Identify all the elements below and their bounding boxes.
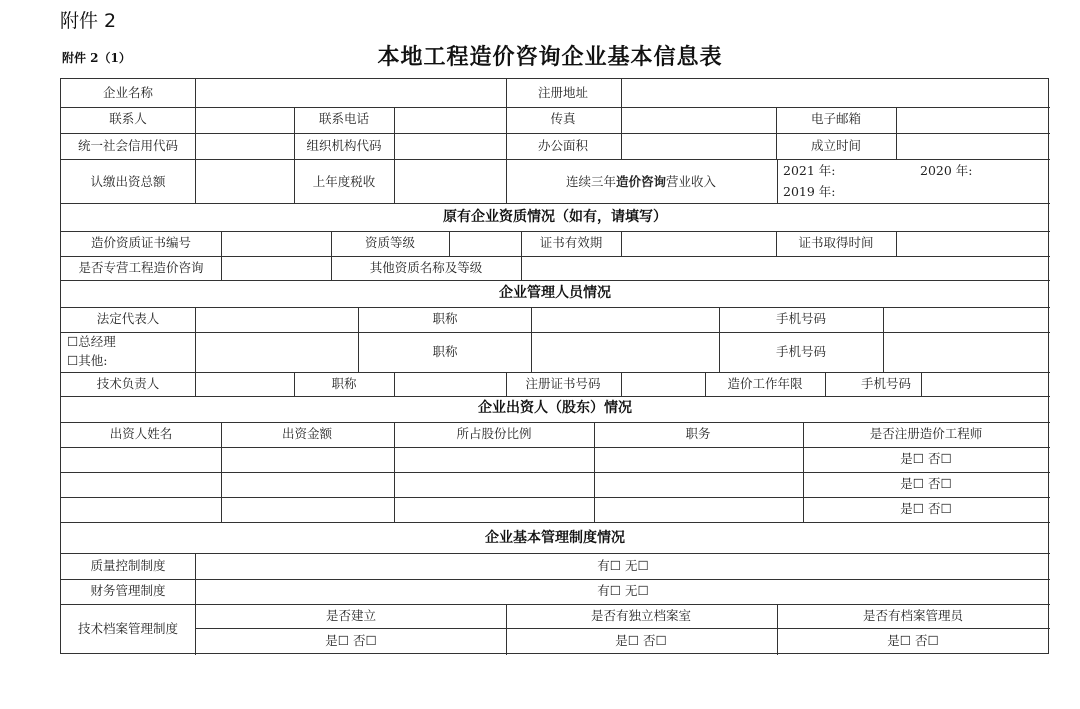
col-line <box>825 372 826 396</box>
col-line <box>521 231 522 280</box>
row-line <box>61 522 1050 523</box>
label-archive-system: 技术档案管理制度 <box>77 621 179 636</box>
col-established: 是否建立 <box>325 608 377 623</box>
label-mobile-3: 手机号码 <box>860 376 912 391</box>
checkbox-archive-room[interactable]: 是☐ 否☐ <box>615 633 667 648</box>
checkbox-registered-row3[interactable]: 是☐ 否☐ <box>900 501 952 516</box>
col-line <box>705 372 706 396</box>
row-line <box>61 133 1050 134</box>
col-archive-room: 是否有独立档案室 <box>590 608 692 623</box>
col-line <box>506 604 507 655</box>
col-line <box>803 422 804 522</box>
label-founded: 成立时间 <box>810 138 862 153</box>
revenue-suffix: 营业收入 <box>666 174 717 189</box>
info-form-table <box>60 78 1049 654</box>
label-phone: 联系电话 <box>318 111 370 126</box>
section-management: 企业管理人员情况 <box>499 285 611 301</box>
label-fax: 传真 <box>550 111 576 126</box>
col-line <box>294 107 295 203</box>
col-investor-share: 所占股份比例 <box>456 426 532 441</box>
col-line <box>506 79 507 203</box>
label-org-code: 组织机构代码 <box>306 138 382 153</box>
label-cert-no: 造价资质证书编号 <box>90 235 192 250</box>
row-line <box>61 256 1050 257</box>
row-line <box>61 497 1050 498</box>
col-line <box>394 422 395 522</box>
label-tax: 上年度税收 <box>312 174 376 189</box>
col-line <box>221 422 222 522</box>
section-investors: 企业出资人（股东）情况 <box>478 400 632 416</box>
col-line <box>896 231 897 256</box>
label-validity: 证书有效期 <box>539 235 603 250</box>
row-line <box>61 107 1050 108</box>
label-company-name: 企业名称 <box>102 85 154 100</box>
revenue-prefix: 连续三年 <box>565 174 616 189</box>
row-line <box>61 447 1050 448</box>
label-title-3: 职称 <box>331 376 357 391</box>
page-title: 本地工程造价咨询企业基本信息表 <box>377 44 723 70</box>
col-line <box>719 307 720 372</box>
label-credit-code: 统一社会信用代码 <box>77 138 179 153</box>
label-legal-rep: 法定代表人 <box>96 311 160 326</box>
row-line <box>61 231 1050 232</box>
label-reg-cert-no: 注册证书号码 <box>525 376 601 391</box>
sub-number-label: 附件 2（1） <box>62 51 131 65</box>
col-line <box>294 372 295 396</box>
label-year-2020: 2020 年: <box>920 163 973 178</box>
row-line <box>61 332 1050 333</box>
label-reg-address: 注册地址 <box>537 85 589 100</box>
row-line <box>61 203 1050 204</box>
checkbox-general-manager[interactable]: ☐总经理 <box>67 334 116 349</box>
col-line <box>195 553 196 655</box>
label-specialized: 是否专营工程造价咨询 <box>78 260 204 275</box>
col-line <box>394 372 395 396</box>
checkbox-archive-admin[interactable]: 是☐ 否☐ <box>887 633 939 648</box>
checkbox-other-role[interactable]: ☐其他: <box>67 353 108 368</box>
label-year-2021: 2021 年: <box>783 163 836 178</box>
label-revenue <box>566 176 716 189</box>
label-office-area: 办公面积 <box>537 138 589 153</box>
col-investor-registered: 是否注册造价工程师 <box>869 426 983 441</box>
checkbox-registered-row1[interactable]: 是☐ 否☐ <box>900 451 952 466</box>
col-line <box>896 107 897 159</box>
col-line <box>621 372 622 396</box>
row-line <box>61 422 1050 423</box>
col-line <box>621 79 622 159</box>
label-capital: 认缴出资总额 <box>90 174 166 189</box>
col-line <box>621 231 622 256</box>
col-line <box>776 231 777 256</box>
row-line <box>61 579 1050 580</box>
col-investor-amount: 出资金额 <box>281 426 333 441</box>
row-line <box>61 553 1050 554</box>
label-contact: 联系人 <box>109 111 147 126</box>
col-investor-position: 职务 <box>685 426 711 441</box>
label-quality-system: 质量控制制度 <box>90 558 166 573</box>
row-line <box>195 628 1050 629</box>
label-title: 职称 <box>432 311 458 326</box>
label-finance-system: 财务管理制度 <box>90 583 166 598</box>
checkbox-quality-have[interactable]: 有☐ 无☐ <box>597 558 649 573</box>
checkbox-registered-row2[interactable]: 是☐ 否☐ <box>900 476 952 491</box>
col-line <box>594 422 595 522</box>
col-archive-admin: 是否有档案管理员 <box>862 608 964 623</box>
row-line <box>61 472 1050 473</box>
row-line <box>61 604 1050 605</box>
label-level: 资质等级 <box>364 235 416 250</box>
label-mobile-2: 手机号码 <box>775 344 827 359</box>
label-email: 电子邮箱 <box>810 111 862 126</box>
label-other-qualification: 其他资质名称及等级 <box>369 260 483 275</box>
col-line <box>221 231 222 280</box>
col-line <box>921 372 922 396</box>
row-line <box>61 396 1050 397</box>
col-line <box>358 307 359 372</box>
row-line <box>61 280 1050 281</box>
col-line <box>883 307 884 372</box>
col-line <box>777 159 778 203</box>
label-work-years: 造价工作年限 <box>727 376 803 391</box>
attachment-label: 附件 2 <box>60 10 117 32</box>
label-title-2: 职称 <box>432 344 458 359</box>
label-mobile: 手机号码 <box>775 311 827 326</box>
label-tech-lead: 技术负责人 <box>96 376 160 391</box>
col-line <box>776 107 777 159</box>
row-line <box>61 372 1050 373</box>
label-year-2019: 2019 年: <box>783 184 836 199</box>
col-line <box>777 604 778 655</box>
col-line <box>449 231 450 256</box>
col-line <box>195 307 196 396</box>
checkbox-established[interactable]: 是☐ 否☐ <box>325 633 377 648</box>
checkbox-finance-have[interactable]: 有☐ 无☐ <box>597 583 649 598</box>
col-line <box>331 231 332 280</box>
row-line <box>61 159 1050 160</box>
section-systems: 企业基本管理制度情况 <box>485 530 625 546</box>
col-line <box>195 79 196 203</box>
col-investor-name: 出资人姓名 <box>109 426 173 441</box>
section-qualification: 原有企业资质情况（如有，请填写） <box>443 209 667 225</box>
row-line <box>61 307 1050 308</box>
col-line <box>394 107 395 203</box>
col-line <box>531 307 532 372</box>
col-line <box>506 372 507 396</box>
revenue-bold: 造价咨询 <box>615 174 667 189</box>
label-obtained: 证书取得时间 <box>798 235 874 250</box>
